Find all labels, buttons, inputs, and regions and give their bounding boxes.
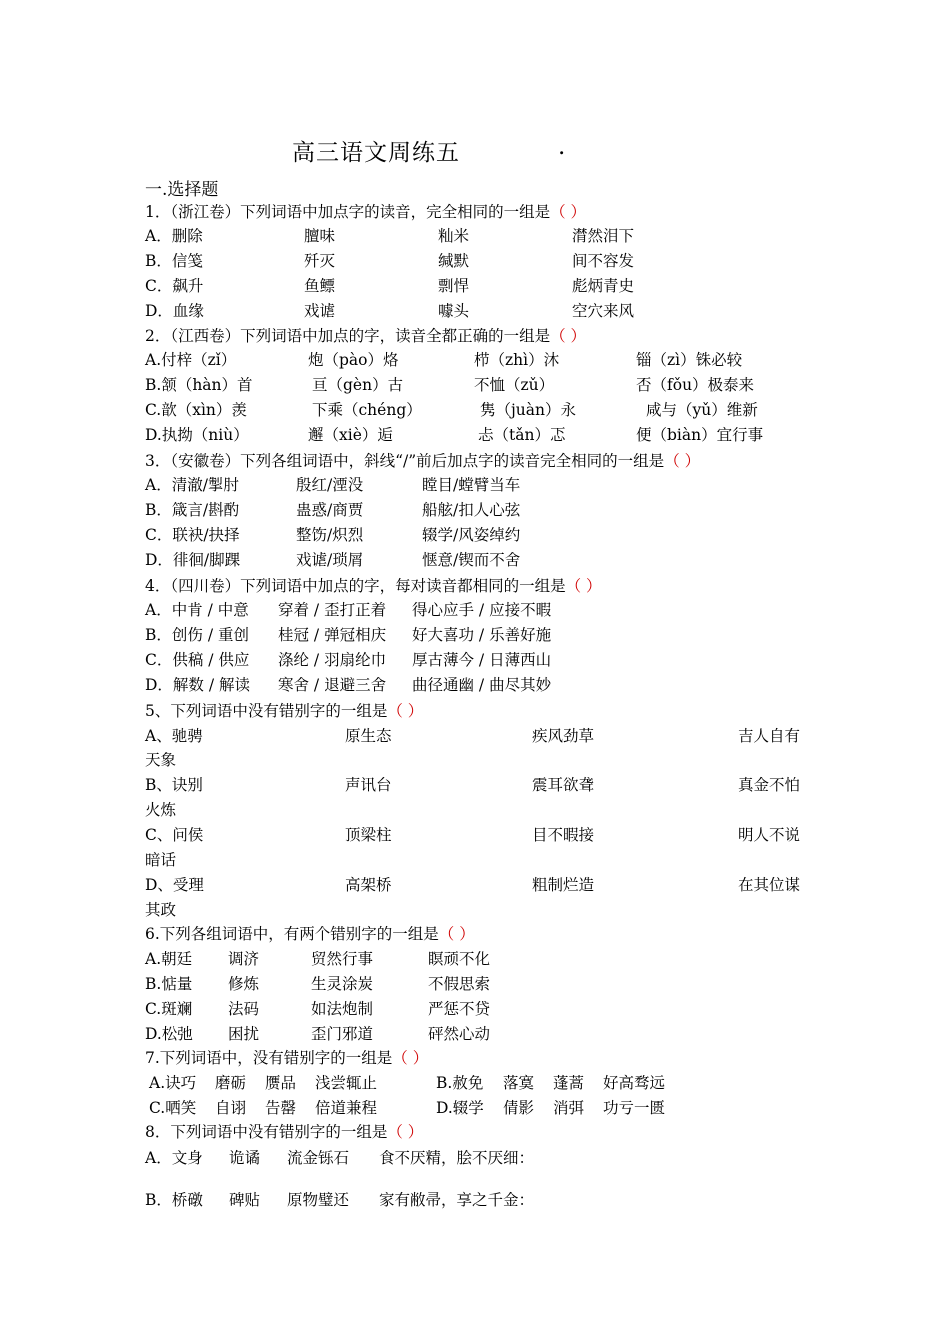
q5-option-a-3: 疾风劲草 — [532, 727, 595, 745]
answer-paren: （ ） — [438, 925, 475, 943]
q3-option-d-3: 惬意/锲而不舍 — [422, 551, 521, 569]
q4-option-b-2: 桂冠 / 弹冠相庆 — [278, 626, 387, 644]
q6-option-d-2: 困扰 — [228, 1025, 260, 1043]
q5-option-b-1: B、诀别 — [145, 776, 203, 794]
q3-option-a-2: 殷红/湮没 — [296, 476, 364, 494]
answer-paren: （ ） — [565, 577, 602, 595]
q1-option-b-2: 歼灭 — [304, 252, 336, 270]
answer-paren: （ ） — [550, 203, 587, 221]
question-text: 7.下列词语中，没有错别字的一组是 — [145, 1049, 393, 1067]
q1-option-c-3: 剽悍 — [438, 277, 470, 295]
q7-option-c-1: C.哂笑 — [149, 1099, 197, 1117]
q6-option-c-3: 如法炮制 — [311, 1000, 374, 1018]
q6-option-b-1: B.惦量 — [145, 975, 193, 993]
q5-option-a-2: 原生态 — [345, 727, 392, 745]
q7-option-a-4: 浅尝辄止 — [315, 1074, 378, 1092]
q7-option-b-4: 好高骛远 — [603, 1074, 666, 1092]
q1-option-c-1: C．飙升 — [145, 277, 204, 295]
q6-option-c-4: 严惩不贷 — [428, 1000, 491, 1018]
q7-option-b-3: 蓬蒿 — [553, 1074, 585, 1092]
q5-option-a-wrap: 天象 — [145, 751, 177, 769]
question-1-stem — [145, 202, 586, 222]
q1-option-d-1: D．血缘 — [145, 302, 204, 320]
q3-option-d-2: 戏谑/琐屑 — [296, 551, 364, 569]
question-text: 3．（安徽卷）下列各组词语中，斜线“/”前后加点字的读音完全相同的一组是 — [145, 452, 665, 470]
question-7-stem — [145, 1048, 428, 1068]
q4-option-d-2: 寒舍 / 退避三舍 — [278, 676, 387, 694]
q2-option-b-1: B.颔（hàn）首 — [145, 376, 253, 394]
q2-option-c-3: 隽（juàn）永 — [480, 401, 577, 419]
q5-option-c-wrap: 暗话 — [145, 851, 177, 869]
q7-option-a-2: 磨砺 — [215, 1074, 247, 1092]
q1-option-d-3: 噱头 — [438, 302, 470, 320]
q2-option-d-1: D.执拗（niù） — [145, 426, 249, 444]
q8-option-b-3: 原物璧还 — [287, 1191, 350, 1209]
q7-option-d-3: 消弭 — [553, 1099, 585, 1117]
question-4-stem — [145, 576, 602, 596]
q7-option-b-1: B.赦免 — [436, 1074, 484, 1092]
q1-option-a-1: A．删除 — [145, 227, 203, 245]
q7-option-c-4: 倍道兼程 — [315, 1099, 378, 1117]
title-dot: . — [558, 134, 566, 160]
q3-option-c-3: 辍学/风姿绰约 — [422, 526, 521, 544]
q8-option-a-2: 诡谲 — [229, 1149, 261, 1167]
q5-option-d-wrap: 其政 — [145, 901, 177, 919]
q1-option-c-2: 鱼鳔 — [304, 277, 336, 295]
q2-option-a-2: 炮（pào）烙 — [308, 351, 399, 369]
answer-paren: （ ） — [387, 702, 424, 720]
q6-option-a-4: 瞑顽不化 — [428, 950, 491, 968]
q4-option-b-1: B．创伤 / 重创 — [145, 626, 249, 644]
q4-option-c-1: C．供稿 / 供应 — [145, 651, 250, 669]
q4-option-a-3: 得心应手 / 应接不暇 — [412, 601, 552, 619]
question-text: 1．（浙江卷）下列词语中加点字的读音，完全相同的一组是 — [145, 203, 551, 221]
q5-option-d-2: 高架桥 — [345, 876, 392, 894]
q6-option-c-1: C.斑斓 — [145, 1000, 193, 1018]
q8-option-a-4: 食不厌精，脍不厌细： — [379, 1149, 535, 1167]
q5-option-a-1: A、驰骋 — [145, 727, 203, 745]
q5-option-d-3: 粗制烂造 — [532, 876, 595, 894]
q5-option-b-4: 真金不怕 — [738, 776, 801, 794]
q1-option-b-4: 间不容发 — [572, 252, 635, 270]
q5-option-c-2: 顶梁柱 — [345, 826, 392, 844]
question-text: 6.下列各组词语中，有两个错别字的一组是 — [145, 925, 439, 943]
q1-option-d-4: 空穴来风 — [572, 302, 635, 320]
question-text: 4．（四川卷）下列词语中加点的字，每对读音都相同的一组是 — [145, 577, 566, 595]
q6-option-d-1: D.松弛 — [145, 1025, 193, 1043]
q1-option-b-3: 缄默 — [438, 252, 470, 270]
q6-option-c-2: 法码 — [228, 1000, 260, 1018]
q2-option-b-2: 亘（gèn）古 — [312, 376, 404, 394]
q7-option-a-1: A.诀巧 — [149, 1074, 197, 1092]
q2-option-c-2: 下乘（chéng） — [312, 401, 422, 419]
q3-option-b-3: 船舷/扣人心弦 — [422, 501, 521, 519]
q4-option-a-2: 穿着 / 歪打正着 — [278, 601, 387, 619]
q6-option-b-4: 不假思索 — [428, 975, 491, 993]
q4-option-c-2: 涤纶 / 羽扇纶巾 — [278, 651, 387, 669]
q3-option-d-1: D．徘徊/脚踝 — [145, 551, 241, 569]
q5-option-c-3: 目不暇接 — [532, 826, 595, 844]
q5-option-d-4: 在其位谋 — [738, 876, 801, 894]
section-heading: 一.选择题 — [145, 180, 219, 200]
q1-option-a-3: 籼米 — [438, 227, 470, 245]
question-text: 8．下列词语中没有错别字的一组是 — [145, 1123, 388, 1141]
q7-option-d-1: D.辍学 — [436, 1099, 484, 1117]
q5-option-a-4: 吉人自有 — [738, 727, 801, 745]
q2-option-c-1: C.歆（xìn）羡 — [145, 401, 247, 419]
q5-option-b-2: 声讯台 — [345, 776, 392, 794]
q4-option-d-1: D．解数 / 解读 — [145, 676, 251, 694]
q5-option-d-1: D、受理 — [145, 876, 204, 894]
answer-paren: （ ） — [392, 1049, 429, 1067]
answer-paren: （ ） — [550, 327, 587, 345]
q8-option-b-2: 碑贴 — [229, 1191, 261, 1209]
q7-option-b-2: 落寞 — [503, 1074, 535, 1092]
q6-option-a-3: 贸然行事 — [311, 950, 374, 968]
q3-option-b-2: 蛊惑/商贾 — [296, 501, 364, 519]
question-8-stem — [145, 1122, 423, 1142]
q7-option-a-3: 赝品 — [265, 1074, 297, 1092]
q3-option-b-1: B．箴言/斟酌 — [145, 501, 240, 519]
q2-option-d-3: 忐（tǎn）忑 — [478, 426, 566, 444]
q6-option-b-2: 修炼 — [228, 975, 260, 993]
q1-option-b-1: B．信笺 — [145, 252, 203, 270]
q2-option-d-2: 邂（xiè）逅 — [308, 426, 393, 444]
q1-option-a-4: 潸然泪下 — [572, 227, 635, 245]
q2-option-a-4: 锱（zì）铢必较 — [636, 351, 743, 369]
q2-option-a-1: A.付梓（zǐ） — [145, 351, 237, 369]
q6-option-b-3: 生灵涂炭 — [311, 975, 374, 993]
q2-option-b-3: 不恤（zǔ） — [474, 376, 555, 394]
q3-option-a-3: 瞠目/螳臂当车 — [422, 476, 521, 494]
q7-option-c-3: 告罄 — [265, 1099, 297, 1117]
q1-option-d-2: 戏谑 — [304, 302, 336, 320]
question-text: 2．（江西卷）下列词语中加点的字，读音全都正确的一组是 — [145, 327, 551, 345]
q2-option-d-4: 便（biàn）宜行事 — [636, 426, 764, 444]
q3-option-c-2: 整饬/炽烈 — [296, 526, 364, 544]
question-text: 5、下列词语中没有错别字的一组是 — [145, 702, 388, 720]
page-title: 高三语文周练五 — [292, 140, 460, 166]
answer-paren: （ ） — [664, 452, 701, 470]
q4-option-c-3: 厚古薄今 / 日薄西山 — [412, 651, 552, 669]
question-5-stem — [145, 701, 423, 721]
q4-option-a-1: A．中肯 / 中意 — [145, 601, 249, 619]
q6-option-d-4: 砰然心动 — [428, 1025, 491, 1043]
q2-option-c-4: 咸与（yǔ）维新 — [646, 401, 758, 419]
question-6-stem — [145, 924, 475, 944]
q1-option-c-4: 彪炳青史 — [572, 277, 635, 295]
q8-option-a-1: A．文身 — [145, 1149, 203, 1167]
answer-paren: （ ） — [387, 1123, 424, 1141]
q3-option-a-1: A．清澈/掣肘 — [145, 476, 239, 494]
question-2-stem — [145, 326, 586, 346]
q8-option-b-4: 家有敝帚，享之千金： — [379, 1191, 535, 1209]
q5-option-b-3: 震耳欲聋 — [532, 776, 595, 794]
q6-option-a-1: A.朝廷 — [145, 950, 193, 968]
q4-option-d-3: 曲径通幽 / 曲尽其妙 — [412, 676, 552, 694]
q4-option-b-3: 好大喜功 / 乐善好施 — [412, 626, 552, 644]
q3-option-c-1: C．联袂/抉择 — [145, 526, 240, 544]
question-3-stem — [145, 451, 700, 471]
q5-option-b-wrap: 火炼 — [145, 801, 177, 819]
q5-option-c-4: 明人不说 — [738, 826, 801, 844]
q6-option-a-2: 调济 — [228, 950, 260, 968]
q7-option-d-2: 倩影 — [503, 1099, 535, 1117]
q8-option-a-3: 流金铄石 — [287, 1149, 350, 1167]
q7-option-c-2: 自诩 — [215, 1099, 247, 1117]
q5-option-c-1: C、问侯 — [145, 826, 204, 844]
q2-option-a-3: 栉（zhì）沐 — [474, 351, 560, 369]
q8-option-b-1: B．桥礅 — [145, 1191, 203, 1209]
q1-option-a-2: 膻味 — [304, 227, 336, 245]
q6-option-d-3: 歪门邪道 — [311, 1025, 374, 1043]
q7-option-d-4: 功亏一匮 — [603, 1099, 666, 1117]
q2-option-b-4: 否（fǒu）极泰来 — [636, 376, 755, 394]
